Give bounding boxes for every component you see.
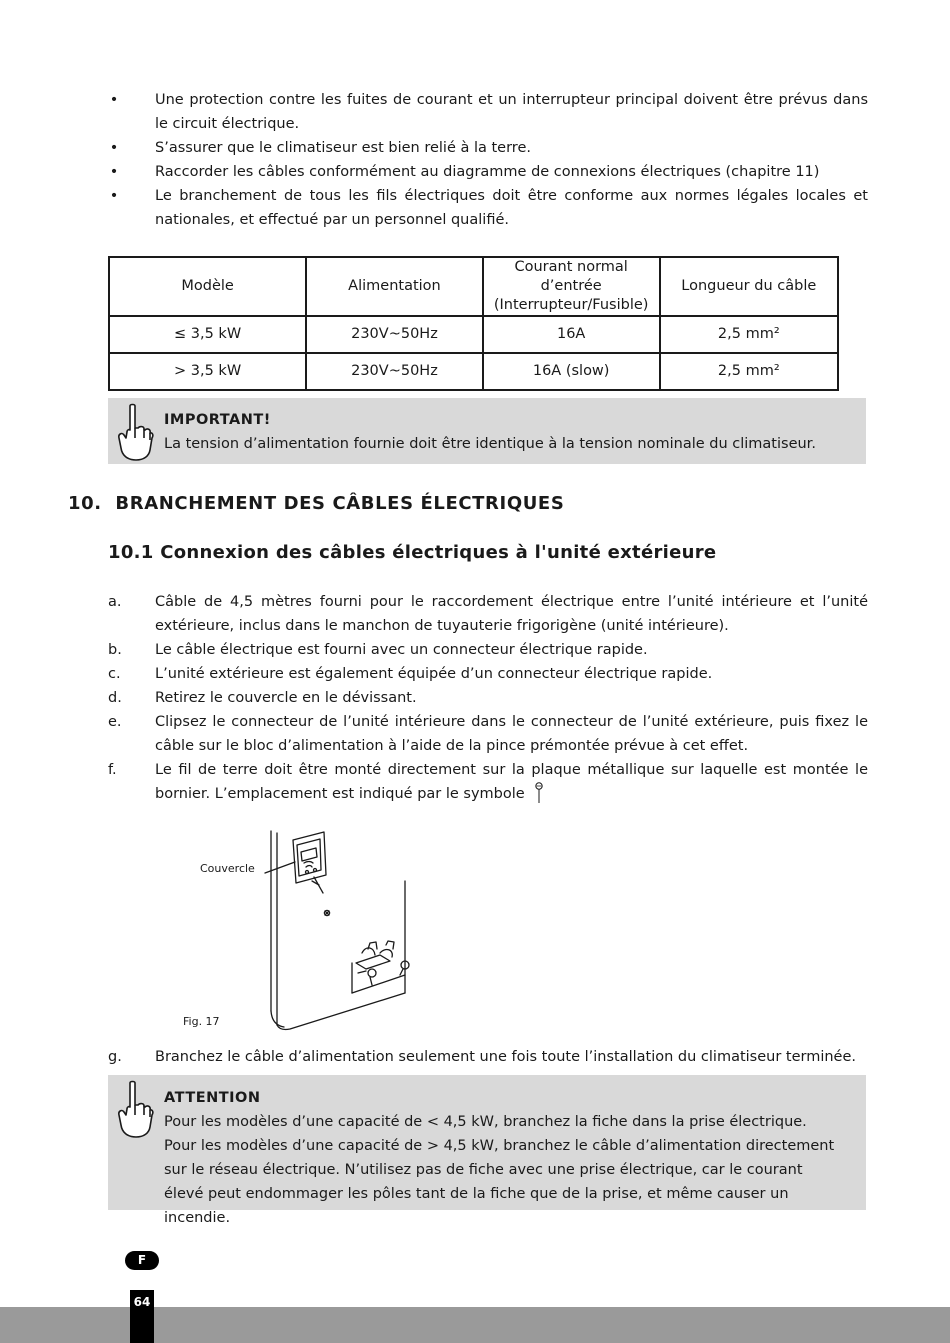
table-cell: 2,5 mm²: [660, 353, 838, 390]
list-item: g. Branchez le câble d’alimentation seulement une fois toute l’installation du climatiseur terminée.: [108, 1049, 857, 1065]
header-power-supply: Alimentation: [306, 257, 483, 316]
outdoor-unit-wiring-figure: [180, 825, 430, 1035]
list-item: b. Le câble électrique est fourni avec un connecteur électrique rapide.: [108, 642, 648, 658]
language-badge: F: [125, 1251, 159, 1270]
important-note: [108, 398, 866, 464]
attention-line: Pour les modèles d’une capacité de > 4,5 kW, branchez le câble d’alimentation directement sur le réseau électrique. N’utilisez pas de fiche avec une prise électrique, car le courant élevé peut endommager les pôles tant de la fiche que de la prise, et même causer un incendie.: [164, 1138, 835, 1226]
important-text: La tension d’alimentation fournie doit être identique à la tension nominale du climatiseur.: [164, 436, 816, 452]
bullet-icon: •: [109, 188, 119, 204]
table-cell: 16A: [483, 316, 660, 353]
list-item: c. L’unité extérieure est également équipée d’un connecteur électrique rapide.: [108, 666, 713, 682]
table-cell: 2,5 mm²: [660, 316, 838, 353]
important-title: IMPORTANT!: [164, 412, 271, 428]
attention-line: Pour les modèles d’une capacité de < 4,5 kW, branchez la fiche dans la prise électrique.: [164, 1114, 807, 1130]
table-cell: 230V~50Hz: [306, 316, 483, 353]
list-item: a. Câble de 4,5 mètres fourni pour le raccordement électrique entre l’unité intérieure et l’unité extérieure, inclus dans le manchon de tuyauterie frigorigène (unité intérieure).: [108, 594, 868, 634]
ground-symbol-icon: [533, 782, 545, 804]
list-item: d. Retirez le couvercle en le dévissant.: [108, 690, 417, 706]
table-cell: > 3,5 kW: [109, 353, 306, 390]
list-item: e. Clipsez le connecteur de l’unité intérieure dans le connecteur de l’unité extérieure, puis fixez le câble sur le bloc d’alimentation à l’aide de la pince prémontée prévue à cet effet.: [108, 714, 868, 754]
header-cable-length: Longueur du câble: [660, 257, 838, 316]
list-item: • Raccorder les câbles conformément au diagramme de connexions électriques (chapitre 11): [108, 160, 868, 184]
header-model: Modèle: [109, 257, 306, 316]
pointing-hand-icon: [114, 1079, 154, 1141]
table-row: [109, 353, 838, 390]
table-cell: 230V~50Hz: [306, 353, 483, 390]
list-item: • S’assurer que le climatiseur est bien relié à la terre.: [108, 136, 868, 160]
table-cell: ≤ 3,5 kW: [109, 316, 306, 353]
table-cell: 16A (slow): [483, 353, 660, 390]
bullet-icon: •: [109, 92, 119, 108]
header-current: Courant normal d’entrée (Interrupteur/Fusible): [483, 257, 660, 316]
list-item: f. Le fil de terre doit être monté directement sur la plaque métallique sur laquelle est montée le bornier. L’emplacement est indiqué par le symbole: [108, 762, 868, 802]
steps-list: [108, 590, 868, 806]
list-item: • Le branchement de tous les fils électriques doit être conforme aux normes légales locales et nationales, et effectué par un personnel qualifié.: [108, 184, 868, 232]
bullet-icon: •: [109, 140, 119, 156]
figure-caption: Fig. 17: [183, 1015, 220, 1028]
power-spec-table: [108, 256, 839, 391]
list-item: • Une protection contre les fuites de courant et un interrupteur principal doivent être prévus dans le circuit électrique.: [108, 88, 868, 136]
cover-label: Couvercle: [200, 862, 255, 875]
page-number: 64: [133, 1295, 151, 1309]
subsection-heading: 10.1 Connexion des câbles électriques à l'unité extérieure: [108, 542, 717, 563]
table-row: [109, 316, 838, 353]
bullet-icon: •: [109, 164, 119, 180]
requirements-list: [108, 88, 868, 232]
table-header-row: [109, 257, 838, 316]
attention-title: ATTENTION: [164, 1090, 261, 1106]
section-heading: 10. BRANCHEMENT DES CÂBLES ÉLECTRIQUES: [68, 493, 565, 514]
pointing-hand-icon: [114, 402, 154, 464]
attention-note: [108, 1075, 866, 1226]
